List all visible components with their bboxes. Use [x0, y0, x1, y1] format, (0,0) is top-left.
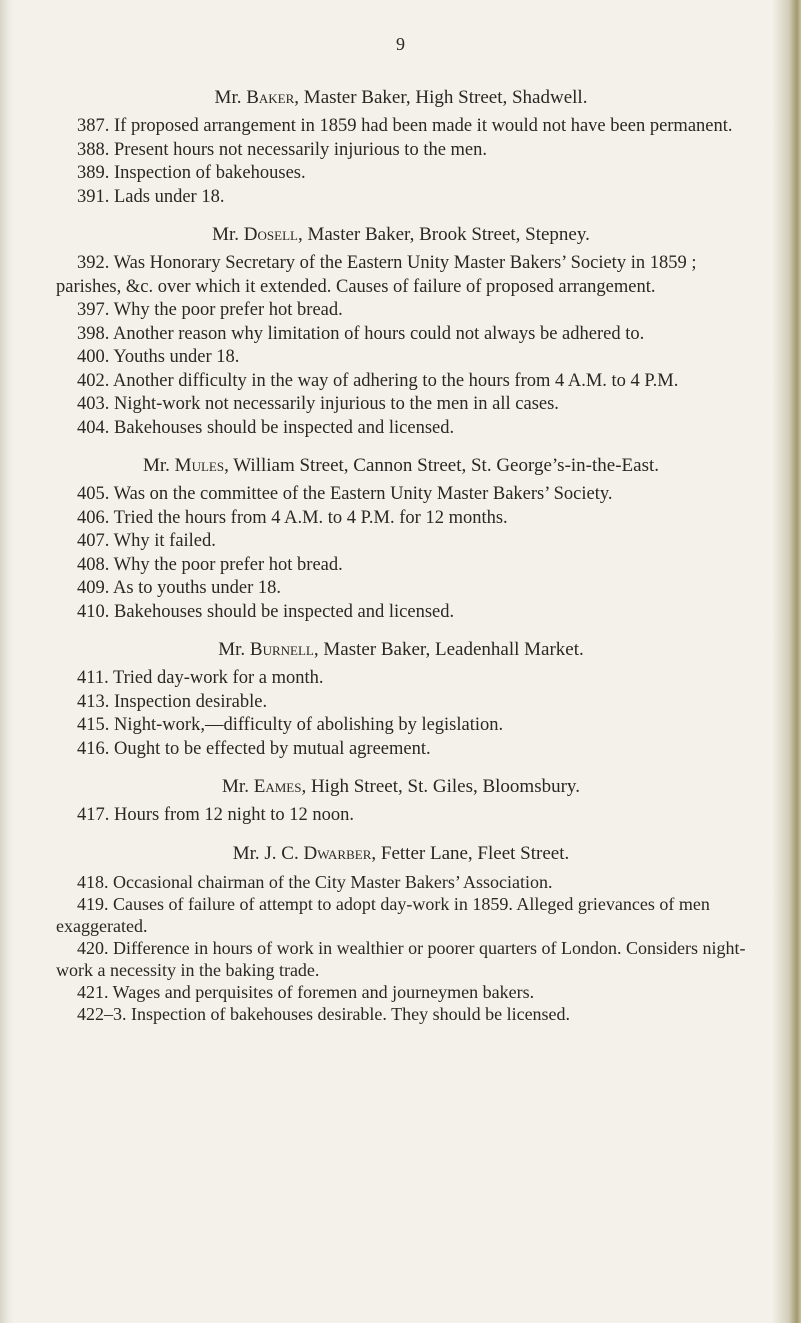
- evidence-item: 408. Why the poor prefer hot bread.: [77, 554, 343, 575]
- witness-heading: Mr. Eames, High Street, St. Giles, Bloomsbury.: [222, 776, 580, 797]
- evidence-item: 418. Occasional chairman of the City Master Bakers’ Association.: [77, 871, 553, 892]
- evidence-item: 406. Tried the hours from 4 A.M. to 4 P.M. for 12 months.: [77, 507, 508, 528]
- evidence-item: 416. Ought to be effected by mutual agreement.: [77, 738, 431, 759]
- page-left-edge: [0, 0, 14, 1323]
- evidence-item: 413. Inspection desirable.: [77, 691, 268, 712]
- witness-name: Dosell: [243, 224, 298, 245]
- evidence-item: 391. Lads under 18.: [77, 186, 225, 207]
- page-number: 9: [396, 34, 405, 54]
- evidence-item: 421. Wages and perquisites of foremen and journeymen bakers.: [77, 981, 535, 1002]
- witness-section: [56, 775, 746, 828]
- witness-section: [56, 842, 746, 1025]
- witness-heading: Mr. Mules, William Street, Cannon Street, St. George’s-in-the-East.: [142, 455, 659, 476]
- evidence-item: 419. Causes of failure of attempt to adopt day-work in 1859. Alleged grievances of men exaggerated.: [56, 893, 710, 936]
- document-body: [56, 86, 746, 1025]
- evidence-item: 422–3. Inspection of bakehouses desirable. They should be licensed.: [77, 1003, 571, 1024]
- witness-name: Eames: [253, 776, 302, 797]
- evidence-item: 404. Bakehouses should be inspected and licensed.: [77, 417, 455, 438]
- evidence-item: 388. Present hours not necessarily injurious to the men.: [77, 139, 488, 160]
- evidence-item: 392. Was Honorary Secretary of the Eastern Unity Master Bakers’ Society in 1859 ; parishes, &c. over which it extended. Causes of failure of proposed arrangement.: [56, 253, 697, 297]
- witness-section: [56, 638, 746, 761]
- evidence-item: 402. Another difficulty in the way of adhering to the hours from 4 A.M. to 4 P.M.: [77, 370, 679, 391]
- witness-name: Mules: [174, 455, 225, 476]
- witness-heading: Mr. Burnell, Master Baker, Leadenhall Market.: [218, 639, 584, 660]
- evidence-item: 409. As to youths under 18.: [77, 578, 282, 598]
- witness-heading: Mr. Dosell, Master Baker, Brook Street, Stepney.: [212, 224, 590, 245]
- evidence-item: 398. Another reason why limitation of hours could not always be adhered to.: [77, 323, 645, 344]
- evidence-item: 410. Bakehouses should be inspected and licensed.: [77, 601, 455, 622]
- evidence-item: 400. Youths under 18.: [77, 347, 240, 367]
- evidence-item: 389. Inspection of bakehouses.: [77, 163, 306, 183]
- evidence-item: 415. Night-work,—difficulty of abolishing by legislation.: [77, 715, 504, 735]
- witness-name: Dwarber: [303, 842, 372, 864]
- witness-section: [56, 454, 746, 624]
- evidence-item: 403. Night-work not necessarily injurious to the men in all cases.: [77, 394, 559, 414]
- witness-section: [56, 223, 746, 440]
- evidence-item: 417. Hours from 12 night to 12 noon.: [77, 805, 354, 825]
- evidence-item: 420. Difference in hours of work in wealthier or poorer quarters of London. Considers night-work a necessity in the baking trade.: [56, 937, 746, 980]
- evidence-item: 411. Tried day-work for a month.: [77, 668, 324, 688]
- evidence-item: 397. Why the poor prefer hot bread.: [77, 300, 343, 320]
- evidence-item: 387. If proposed arrangement in 1859 had been made it would not have been permanent.: [77, 116, 733, 136]
- witness-heading: Mr. Baker, Master Baker, High Street, Shadwell.: [214, 87, 588, 108]
- evidence-item: 407. Why it failed.: [77, 531, 216, 551]
- witness-heading: Mr. J. C. Dwarber, Fetter Lane, Fleet Street.: [232, 842, 570, 864]
- witness-name: Burnell: [249, 639, 314, 660]
- evidence-item: 405. Was on the committee of the Eastern Unity Master Bakers’ Society.: [77, 484, 613, 504]
- witness-name: Baker: [246, 87, 295, 108]
- page-right-edge: [773, 0, 801, 1323]
- witness-section: [56, 86, 746, 209]
